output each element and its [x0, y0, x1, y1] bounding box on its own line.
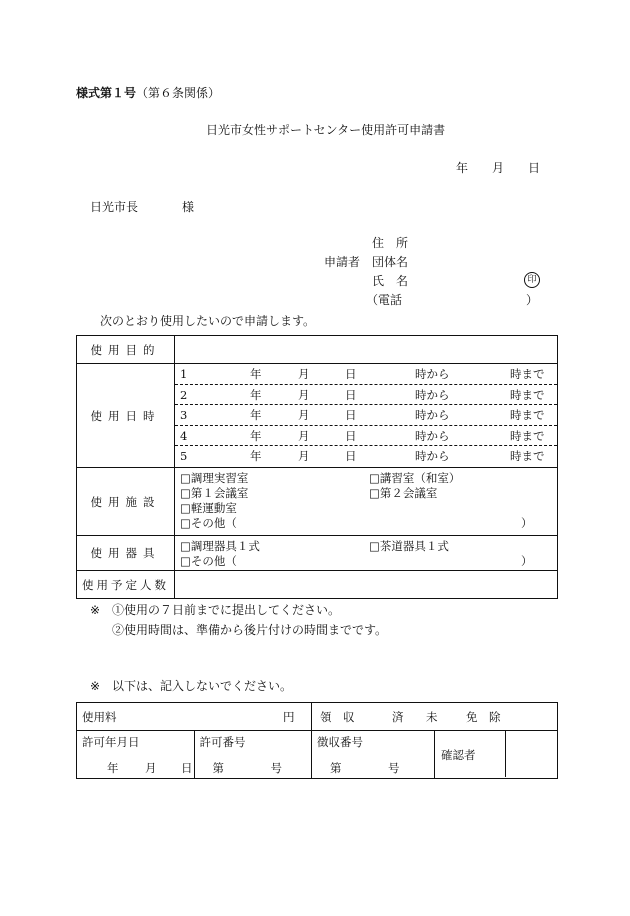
- confirmer-cell: [435, 731, 558, 779]
- equipment-row: [77, 536, 558, 571]
- note-2: ②使用時間は、準備から後片付けの時間までです。: [112, 623, 388, 637]
- collection-number-suffix: 号: [388, 761, 400, 775]
- purpose-row: [77, 336, 558, 364]
- facility-label: 使用施設: [77, 468, 175, 536]
- seal-text: 印: [527, 275, 537, 285]
- datetime-subrow[interactable]: [175, 446, 557, 467]
- datetime-day-label: 日: [345, 387, 357, 402]
- fee-unit: 円: [283, 710, 295, 724]
- permit-date-month: 月: [145, 761, 157, 775]
- datetime-row-number: 5: [180, 449, 188, 464]
- permit-number-prefix: 第: [212, 761, 224, 775]
- permit-number-suffix: 号: [270, 761, 282, 775]
- org-label: 団体名: [372, 255, 409, 269]
- datetime-field[interactable]: [175, 364, 558, 468]
- datetime-day-label: 日: [345, 428, 357, 443]
- collection-number-prefix: 第: [330, 761, 342, 775]
- office-instruction-text: 以下は、記入しないでください。: [112, 679, 293, 693]
- datetime-to-label: 時まで: [510, 428, 545, 443]
- headcount-label: 使用予定人数: [77, 571, 175, 599]
- datetime-month-label: 月: [298, 387, 310, 402]
- receipt-not-yet[interactable]: 未: [426, 710, 438, 724]
- form-title: 日光市女性サポートセンター使用許可申請書: [206, 123, 446, 137]
- datetime-month-label: 月: [298, 408, 310, 423]
- headcount-field[interactable]: [175, 571, 558, 599]
- permit-date-cell: [77, 731, 195, 779]
- datetime-year-label: 年: [250, 428, 262, 443]
- datetime-subrow[interactable]: [175, 364, 557, 385]
- datetime-year-label: 年: [250, 367, 262, 381]
- addressee-honorific: 様: [182, 200, 195, 214]
- datetime-from-label: 時から: [415, 367, 450, 381]
- form-number: [76, 86, 220, 100]
- datetime-from-label: 時から: [415, 449, 450, 464]
- name-label: 氏 名: [372, 274, 409, 288]
- checkbox-tea-set[interactable]: □茶道器具１式: [369, 539, 449, 553]
- form-relation: （第６条関係）: [136, 86, 221, 100]
- date-year-label: 年: [456, 161, 469, 175]
- facility-other-close: ）: [521, 516, 533, 530]
- address-label: 住 所: [372, 236, 409, 250]
- datetime-row-number: 3: [180, 408, 188, 423]
- checkbox-cooking-set[interactable]: □調理器具１式: [180, 539, 260, 553]
- receipt-status-cell: [312, 703, 558, 731]
- datetime-row-number: 1: [180, 367, 188, 381]
- office-note-mark: ※: [90, 679, 101, 693]
- headcount-row: [77, 571, 558, 599]
- collection-number-label: 徴収番号: [317, 735, 363, 749]
- equipment-other-close: ）: [521, 554, 533, 568]
- fee-cell: [77, 703, 312, 731]
- facility-field: [175, 468, 558, 536]
- datetime-to-label: 時まで: [510, 408, 545, 423]
- confirmer-label: 確認者: [441, 748, 476, 762]
- datetime-to-label: 時まで: [510, 449, 545, 464]
- datetime-year-label: 年: [250, 449, 262, 464]
- confirmer-divider: [505, 731, 506, 777]
- checkbox-cooking-room[interactable]: □調理実習室: [180, 471, 249, 485]
- datetime-day-label: 日: [345, 367, 357, 381]
- date-day-label: 日: [528, 161, 541, 175]
- receipt-exempt[interactable]: 免 除: [466, 710, 501, 724]
- equipment-label: 使用器具: [77, 536, 175, 571]
- note-mark: ※: [90, 603, 101, 617]
- applicant-role: 申請者: [324, 255, 361, 269]
- fee-row: [77, 703, 558, 731]
- office-use-table: [76, 702, 558, 779]
- datetime-row-number: 2: [180, 387, 188, 402]
- checkbox-facility-other[interactable]: □その他（: [180, 516, 237, 530]
- checkbox-exercise-room[interactable]: □軽運動室: [180, 501, 237, 515]
- form-number-label: 様式第１号: [76, 86, 137, 100]
- receipt-done[interactable]: 済: [392, 710, 404, 724]
- datetime-month-label: 月: [298, 449, 310, 464]
- note-1: ①使用の７日前までに提出してください。: [112, 603, 341, 617]
- permit-row: [77, 731, 558, 779]
- datetime-from-label: 時から: [415, 387, 450, 402]
- datetime-to-label: 時まで: [510, 387, 545, 402]
- checkbox-meeting-room-2[interactable]: □第２会議室: [369, 486, 438, 500]
- datetime-year-label: 年: [250, 387, 262, 402]
- permit-number-cell: [194, 731, 312, 779]
- receipt-received[interactable]: 領 収: [320, 710, 355, 724]
- addressee-name: 日光市長: [90, 200, 139, 214]
- datetime-to-label: 時まで: [510, 367, 545, 381]
- facility-row: [77, 468, 558, 536]
- datetime-label: 使用日時: [77, 364, 175, 468]
- fee-label: 使用料: [82, 710, 117, 724]
- equipment-field: [175, 536, 558, 571]
- phone-close: ）: [526, 293, 539, 307]
- datetime-month-label: 月: [298, 367, 310, 381]
- datetime-from-label: 時から: [415, 408, 450, 423]
- datetime-subrow[interactable]: [175, 405, 557, 426]
- datetime-row: [77, 364, 558, 468]
- checkbox-lecture-room[interactable]: □講習室（和室）: [369, 471, 461, 485]
- phone-open: （電話: [366, 293, 403, 307]
- purpose-field[interactable]: [175, 336, 558, 364]
- permit-date-day: 日: [181, 761, 193, 775]
- permit-date-label: 許可年月日: [82, 735, 140, 749]
- permit-number-label: 許可番号: [199, 735, 246, 749]
- checkbox-equipment-other[interactable]: □その他（: [180, 554, 237, 568]
- datetime-month-label: 月: [298, 428, 310, 443]
- datetime-year-label: 年: [250, 408, 262, 423]
- datetime-subrow[interactable]: [175, 385, 557, 406]
- application-table: [76, 335, 558, 599]
- collection-number-cell: [312, 731, 435, 779]
- permit-date-year: 年: [107, 761, 119, 775]
- datetime-day-label: 日: [345, 449, 357, 464]
- date-month-label: 月: [492, 161, 505, 175]
- seal-mark: [524, 272, 540, 288]
- datetime-row-number: 4: [180, 428, 188, 443]
- checkbox-meeting-room-1[interactable]: □第１会議室: [180, 486, 249, 500]
- purpose-label: 使用目的: [77, 336, 175, 364]
- datetime-from-label: 時から: [415, 428, 450, 443]
- datetime-rows: [175, 364, 557, 467]
- datetime-subrow[interactable]: [175, 426, 557, 447]
- intro-text: 次のとおり使用したいので申請します。: [100, 314, 316, 328]
- datetime-day-label: 日: [345, 408, 357, 423]
